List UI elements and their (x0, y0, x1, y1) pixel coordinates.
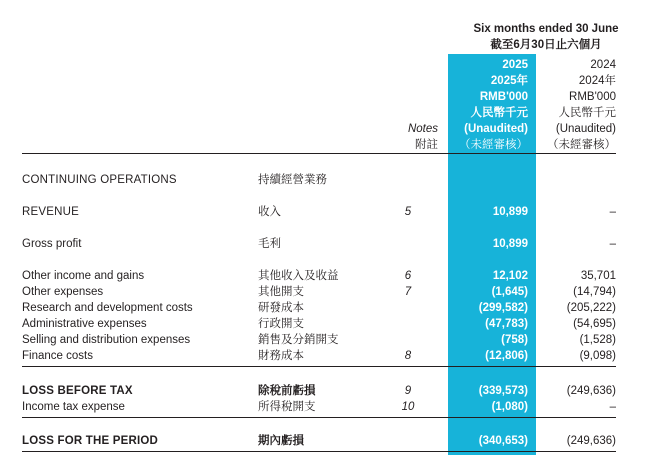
row-label-zh: 期內虧損 (258, 435, 304, 447)
row-value-2024: (249,636) (566, 435, 616, 447)
header-rule (22, 153, 616, 154)
row-label-en: Other income and gains (22, 270, 145, 282)
row-label-zh: 財務成本 (258, 350, 304, 362)
row-value-2024: (9,098) (579, 350, 616, 362)
row-value-2024: – (609, 238, 616, 250)
row-value-2025: (299,582) (478, 302, 528, 314)
row-note: 5 (404, 206, 412, 218)
row-label-en: Gross profit (22, 238, 82, 250)
notes-header: Notes (407, 123, 438, 135)
col-2025-audit: (Unaudited) (464, 123, 528, 135)
total-rule (22, 451, 616, 452)
row-value-2025: 10,899 (492, 238, 528, 250)
row-label-zh: 其他收入及收益 (258, 270, 339, 282)
row-note: 8 (404, 350, 412, 362)
row-value-2025: (47,783) (485, 318, 528, 330)
subtotal-rule (22, 366, 616, 367)
table-row (0, 285, 646, 299)
table-row (0, 434, 646, 448)
subtotal-rule (22, 417, 616, 418)
col-2024-year-zh: 2024年 (578, 75, 616, 87)
row-value-2025: 10,899 (492, 206, 528, 218)
row-note: 10 (401, 401, 415, 413)
row-label-en: REVENUE (22, 206, 79, 218)
table-row (0, 205, 646, 219)
col-2025-year-zh: 2025年 (490, 75, 528, 87)
row-label-en: LOSS BEFORE TAX (22, 385, 133, 397)
table-row (0, 333, 646, 347)
col-2024-currency: RMB'000 (569, 91, 616, 103)
row-value-2025: (340,653) (478, 435, 528, 447)
row-label-zh: 毛利 (258, 238, 281, 250)
row-value-2025: (1,645) (491, 286, 528, 298)
row-label-zh: 其他開支 (258, 286, 304, 298)
col-2025-year: 2025 (502, 59, 528, 71)
row-label-en: Finance costs (22, 350, 93, 362)
row-label-en: Selling and distribution expenses (22, 334, 191, 346)
table-row (0, 349, 646, 363)
row-label-en: CONTINUING OPERATIONS (22, 174, 177, 186)
row-value-2025: 12,102 (492, 270, 528, 282)
table-row (0, 237, 646, 251)
table-row (0, 384, 646, 398)
row-value-2025: (12,806) (485, 350, 528, 362)
row-value-2024: (54,695) (573, 318, 616, 330)
row-label-en: Administrative expenses (22, 318, 147, 330)
table-row (0, 317, 646, 331)
notes-header-zh: 附註 (415, 139, 438, 151)
col-2024-audit: (Unaudited) (555, 123, 616, 135)
row-note: 7 (404, 286, 412, 298)
row-value-2024: (14,794) (573, 286, 616, 298)
row-label-en: Income tax expense (22, 401, 125, 413)
row-label-zh: 研發成本 (258, 302, 304, 314)
col-2025-currency-zh: 人民幣千元 (470, 107, 528, 119)
col-2024-audit-zh: （未經審核） (547, 139, 616, 151)
row-value-2024: (1,528) (579, 334, 616, 346)
row-value-2024: – (609, 401, 616, 413)
row-label-zh: 行政開支 (258, 318, 304, 330)
row-label-zh: 除稅前虧損 (258, 385, 316, 397)
row-value-2025: (339,573) (478, 385, 528, 397)
col-2025-audit-zh: （未經審核） (459, 139, 528, 151)
row-value-2025: (1,080) (491, 401, 528, 413)
row-note: 9 (404, 385, 412, 397)
row-value-2025: (758) (501, 334, 528, 346)
row-label-zh: 銷售及分銷開支 (258, 334, 339, 346)
row-label-en: Other expenses (22, 286, 104, 298)
row-value-2024: – (609, 206, 616, 218)
row-label-en: Research and development costs (22, 302, 193, 314)
table-row (0, 301, 646, 315)
row-value-2024: 35,701 (580, 270, 616, 282)
table-row (0, 400, 646, 414)
row-label-zh: 收入 (258, 206, 281, 218)
row-label-zh: 持續經營業務 (258, 174, 327, 186)
row-label-en: LOSS FOR THE PERIOD (22, 435, 159, 447)
period-title-zh: 截至6月30日止六個月 (490, 39, 602, 51)
col-2025-currency: RMB'000 (479, 91, 528, 103)
row-label-zh: 所得稅開支 (258, 401, 316, 413)
table-row (0, 269, 646, 283)
row-value-2024: (249,636) (566, 385, 616, 397)
col-2024-currency-zh: 人民幣千元 (558, 107, 616, 119)
row-note: 6 (404, 270, 412, 282)
period-title-en: Six months ended 30 June (473, 23, 619, 35)
table-row (0, 173, 646, 187)
row-value-2024: (205,222) (566, 302, 616, 314)
col-2024-year: 2024 (590, 59, 616, 71)
